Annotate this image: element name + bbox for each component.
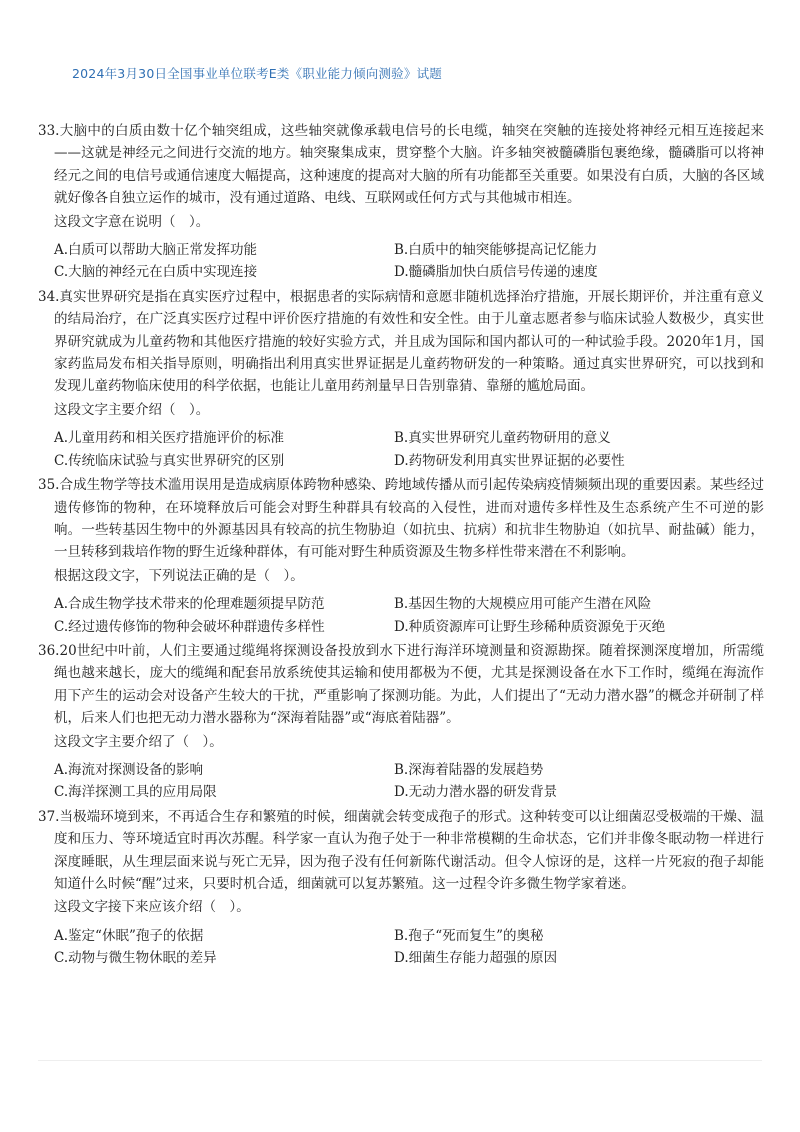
option-d[interactable]: D.髓磷脂加快白质信号传递的速度: [394, 264, 598, 281]
option-c[interactable]: C.大脑的神经元在白质中实现连接: [54, 264, 258, 281]
option-a[interactable]: A.白质可以帮助大脑正常发挥功能: [54, 242, 258, 259]
exam-header-title: 2024年3月30日全国事业单位联考E类《职业能力倾向测验》试题: [72, 66, 442, 81]
question-number: 37.: [38, 808, 60, 825]
question-stem: [38, 806, 764, 896]
options: [38, 593, 764, 638]
option-d[interactable]: D.药物研发利用真实世界证据的必要性: [394, 452, 625, 469]
option-a[interactable]: A.鉴定“休眠”孢子的依据: [54, 927, 204, 944]
option-c[interactable]: C.海洋探测工具的应用局限: [54, 784, 217, 801]
option-b[interactable]: B.孢子“死而复生”的奥秘: [394, 927, 544, 944]
options: [38, 427, 764, 472]
question-list: [38, 120, 764, 972]
question-prompt: 这段文字主要介绍（ ）。: [54, 401, 210, 418]
question-prompt: 这段文字主要介绍了（ ）。: [54, 733, 223, 750]
option-a[interactable]: A.海流对探测设备的影响: [54, 761, 204, 778]
question-35: [38, 474, 764, 638]
question-prompt: 根据这段文字，下列说法正确的是（ ）。: [54, 567, 304, 584]
option-b[interactable]: B.真实世界研究儿童药物研用的意义: [394, 430, 611, 447]
question-text: 20世纪中叶前，人们主要通过缆绳将探测设备投放到水下进行海洋环境测量和资源勘探。随着探测深度增加，所需缆绳也越来越长，庞大的缆绳和配套吊放系统使其运输和使用都极为不便，尤其是探测设备在水下工作时，缆绳在海流作用下产生的运动会对设备产生较大的干扰，严重影响了探测功能。为此，人们提出了“无动力潜水器”的概念并研制了样机，后来人们也把无动力潜水器称为“深海着陆器”或“海底着陆器”。: [54, 642, 764, 727]
question-text: 真实世界研究是指在真实医疗过程中，根据患者的实际病情和意愿非随机选择治疗措施，开展长期评价，并注重有意义的结局治疗，在广泛真实医疗过程中评价医疗措施的有效性和安全性。由于儿童志愿者参与临床试验人数极少，真实世界研究就成为儿童药物和其他医疗措施的较好实验方式，并且成为国际和国内都认可的一种试验手段。2020年1月，国家药监局发布相关指导原则，明确指出利用真实世界证据是儿童药物研发的一种策略。通过真实世界研究，可以找到和发现儿童药物临床使用的科学依据，也能让儿童用药剂量早日告别靠猜、靠掰的尴尬局面。: [54, 288, 764, 395]
question-stem: [38, 286, 764, 398]
option-b[interactable]: B.深海着陆器的发展趋势: [394, 761, 544, 778]
question-stem: [38, 120, 764, 210]
question-stem: [38, 474, 764, 564]
question-text: 大脑中的白质由数十亿个轴突组成，这些轴突就像承载电信号的长电缆，轴突在突触的连接处将神经元相互连接起来——这就是神经元之间进行交流的地方。轴突聚集成束，贯穿整个大脑。许多轴突被髓磷脂包裹绝缘，髓磷脂可以将神经元之间的电信号或通信速度大幅提高，这种速度的提高对大脑的所有功能都至关重要。如果没有白质，大脑的各区域就好像各自独立运作的城市，没有通过道路、电线、互联网或任何方式与其他城市相连。: [54, 123, 764, 207]
option-d[interactable]: D.细菌生存能力超强的原因: [394, 950, 558, 967]
option-d[interactable]: D.无动力潜水器的研发背景: [394, 784, 558, 801]
question-text: 当极端环境到来，不再适合生存和繁殖的时候，细菌就会转变成孢子的形式。这种转变可以让细菌忍受极端的干燥、温度和压力、等环境适宜时再次苏醒。科学家一直认为孢子处于一种非常模糊的生命状态，它们并非像冬眠动物一样进行深度睡眠，从生理层面来说与死亡无异，因为孢子没有任何新陈代谢活动。但令人惊讶的是，这样一片死寂的孢子却能知道什么时候“醒”过来，只要时机合适，细菌就可以复苏繁殖。这一过程令许多微生物学家着迷。: [54, 808, 764, 892]
footer-divider: [38, 1060, 762, 1061]
options: [38, 239, 764, 284]
option-c[interactable]: C.传统临床试验与真实世界研究的区别: [54, 452, 285, 469]
question-number: 36.: [38, 642, 60, 659]
question-36: [38, 640, 764, 804]
question-number: 34.: [38, 288, 60, 305]
question-34: [38, 286, 764, 472]
question-text: 合成生物学等技术滥用误用是造成病原体跨物种感染、跨地域传播从而引起传染病疫情频频出现的重要因素。某些经过遗传修饰的物种，在环境释放后可能会对野生种群具有较高的入侵性，进而对遗传多样性及生态系统产生不可逆的影响。一些转基因生物中的外源基因具有较高的抗生物胁迫（如抗虫、抗病）和抗非生物胁迫（如抗旱、耐盐碱）能力，一旦转移到栽培作物的野生近缘种群体，有可能对野生种质资源及生物多样性带来潜在不利影响。: [54, 477, 764, 561]
option-a[interactable]: A.儿童用药和相关医疗措施评价的标准: [54, 430, 285, 447]
options: [38, 759, 764, 804]
question-stem: [38, 640, 764, 730]
question-prompt: 这段文字意在说明（ ）。: [54, 213, 210, 230]
question-prompt: 这段文字接下来应该介绍（ ）。: [54, 899, 250, 916]
option-c[interactable]: C.经过遗传修饰的物种会破坏种群遗传多样性: [54, 618, 325, 635]
option-c[interactable]: C.动物与微生物休眠的差异: [54, 950, 217, 967]
options: [38, 925, 764, 970]
option-a[interactable]: A.合成生物学技术带来的伦理难题须提早防范: [54, 596, 325, 613]
question-number: 35.: [38, 477, 60, 494]
question-number: 33.: [38, 123, 60, 139]
question-33: [38, 120, 764, 284]
option-b[interactable]: B.基因生物的大规模应用可能产生潜在风险: [394, 596, 652, 613]
option-d[interactable]: D.种质资源库可让野生珍稀种质资源免于灭绝: [394, 618, 666, 635]
question-37: [38, 806, 764, 970]
option-b[interactable]: B.白质中的轴突能够提高记忆能力: [394, 242, 598, 259]
